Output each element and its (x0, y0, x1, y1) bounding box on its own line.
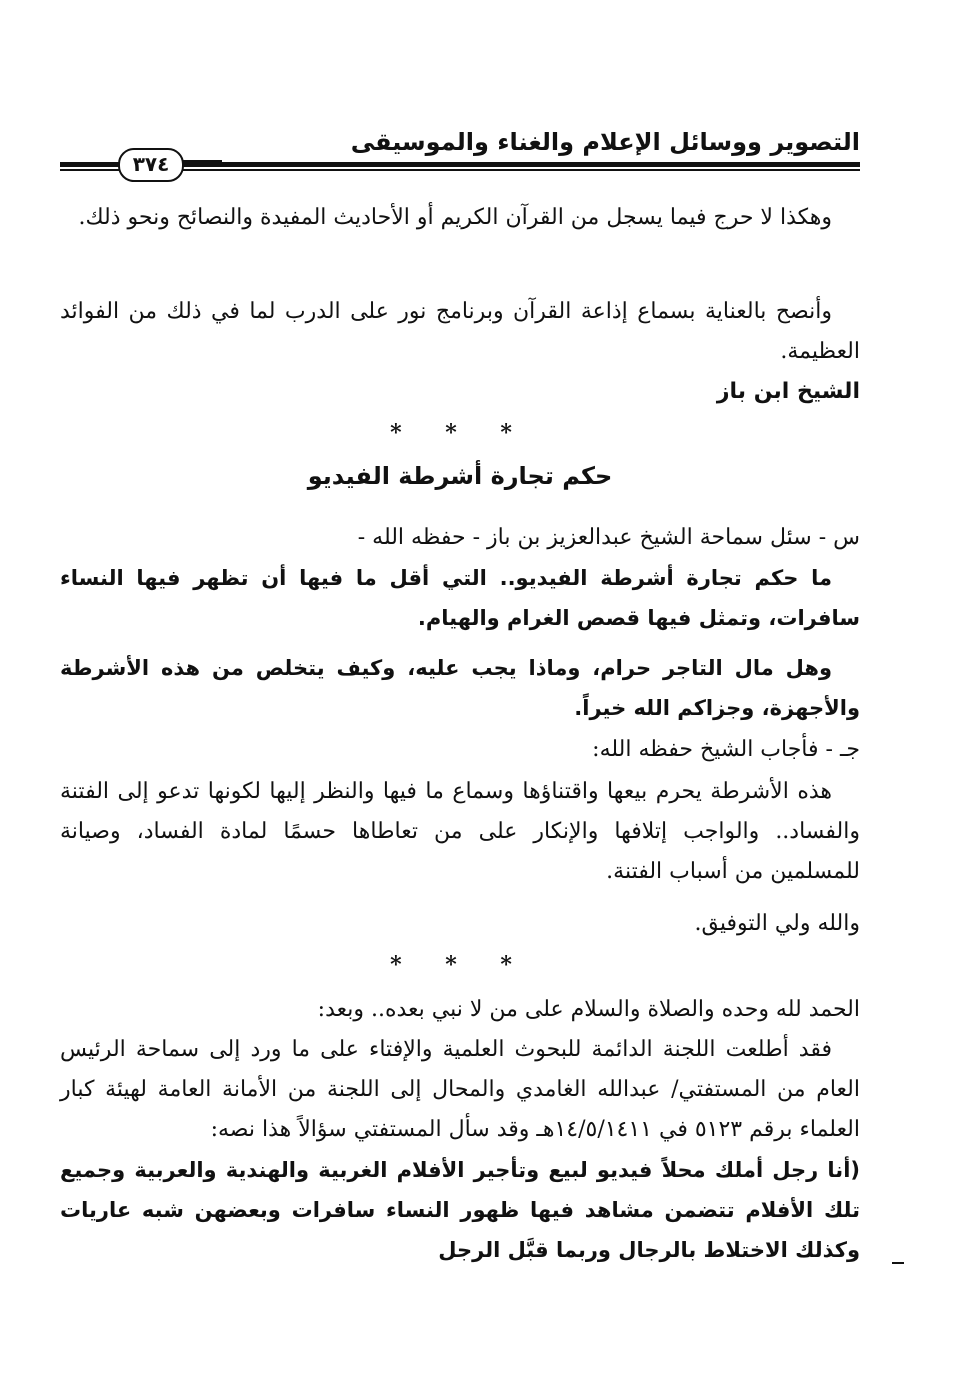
question-intro: س - سئل سماحة الشيخ عبدالعزيز بن باز - حفظه الله - (357, 525, 860, 550)
answer-intro: جـ - فأجاب الشيخ حفظه الله: (592, 737, 860, 762)
page-number: ٣٧٤ (118, 148, 184, 182)
running-title: التصوير ووسائل الإعلام والغناء والموسيقى (350, 128, 860, 156)
question-paragraph-1: ما حكم تجارة أشرطة الفيديو.. التي أقل ما فيها أن تظهر فيها النساء سافرات، وتمثل فيها قصص الغرام والهيام. (60, 566, 860, 630)
page-header (60, 128, 860, 188)
question-paragraph-2: وهل مال التاجر حرام، وماذا يجب عليه، وكيف يتخلص من هذه الأشرطة والأجهزة، وجزاكم الله خيراً. (60, 656, 860, 720)
paragraph-recording: وهكذا لا حرج فيما يسجل من القرآن الكريم أو الأحاديث المفيدة والنصائح ونحو ذلك. (78, 205, 832, 230)
answer-paragraph: هذه الأشرطة يحرم بيعها واقتناؤها وسماع ما فيها والنظر إليها لكونها تدعو إلى الفتنة والفساد.. والواجب إتلافها والإنكار على من تعاطاها حسمًا لمادة الفساد، وصيانة للمسلمين من أسباب الفتنة. (60, 779, 860, 884)
closing-line: والله ولي التوفيق. (694, 911, 860, 936)
signature-ibn-baz: الشيخ ابن باز (716, 379, 860, 404)
separator-stars: * * * (390, 420, 530, 446)
fatwa-quote: (أنا رجل أملك محلاً فيديو لبيع وتأجير الأفلام الغربية والهندية والعربية وجميع تلك الأفلام تتضمن مشاهد فيها ظهور النساء سافرات وبعضهن شبه عاريات وكذلك الاختلاط بالرجال وربما قبَّل الرجل (60, 1158, 860, 1262)
hamd-line: الحمد لله وحده والصلاة والسلام على من لا نبي بعده.. وبعد: (317, 997, 860, 1022)
section-title: حكم تجارة أشرطة الفيديو (307, 462, 613, 490)
paragraph-advice: وأنصح بالعناية بسماع إذاعة القرآن وبرنامج نور على الدرب لما في ذلك من الفوائد العظيمة. (60, 299, 860, 364)
margin-mark (892, 1262, 904, 1264)
page-number-rule (182, 160, 222, 163)
separator-stars-2: * * * (390, 952, 530, 978)
fatwa-paragraph: فقد أطلعت اللجنة الدائمة للبحوث العلمية والإفتاء على ما ورد إلى سماحة الرئيس العام من المستفتي/ عبدالله الغامدي والمحال إلى اللجنة من الأمانة العامة لهيئة كبار العلماء برقم ٥١٢٣ في ١٤/٥/١٤١١هـ وقد سأل المستفتي سؤالاً هذا نصه: (60, 1037, 860, 1142)
